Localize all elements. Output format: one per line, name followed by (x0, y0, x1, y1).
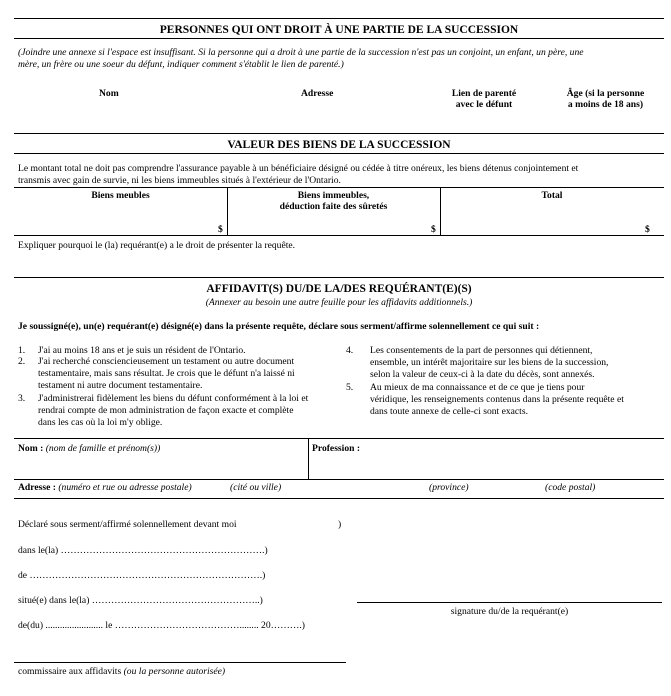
jurat-de-field[interactable]: de ……………………………………………………………….) (18, 570, 266, 581)
commissioner-label (18, 666, 225, 677)
affidavit-item-2-text: J'ai recherché consciencieusement un testament ou autre document (38, 356, 295, 367)
estate-intro-line-2: transmis avec gain de survie, ni les biens immeubles situés à l'extérieur de l'Ontario. (18, 175, 341, 186)
currency-symbol-real-estate: $ (431, 224, 436, 235)
column-header-age (558, 88, 653, 110)
section-title-affidavit: AFFIDAVIT(S) DU/DE LA/DES REQUÉRANT(E)(S) (206, 283, 472, 295)
column-header-address: Adresse (301, 88, 334, 99)
field-rule (14, 479, 664, 480)
signature-label: signature du/de la requérant(e) (450, 606, 569, 617)
name-label: Nom : (18, 443, 44, 454)
address-hint: (numéro et rue ou adresse postale) (58, 482, 192, 493)
jurat-date-field[interactable]: de(du) ........................ le …………………………………........ 20……….) (18, 620, 305, 631)
column-header-real-estate (227, 190, 440, 212)
section-rule (14, 153, 664, 154)
address-label: Adresse : (18, 482, 56, 493)
affidavit-item-3-text: dans les cas où la loi m'y oblige. (38, 417, 163, 428)
city-hint: (cité ou ville) (230, 482, 282, 493)
affidavit-item-2-number: 2. (18, 356, 26, 367)
column-header-name: Nom (99, 88, 119, 99)
commissioner-hint: (ou la personne autorisée) (123, 666, 226, 677)
province-hint: (province) (429, 482, 469, 493)
section-title-heirs: PERSONNES QUI ONT DROIT À UNE PARTIE DE LA SUCCESSION (159, 24, 519, 36)
affidavit-declaration: Je soussigné(e), un(e) requérant(e) désigné(e) dans la présente requête, déclare sous serment/affirme solennellement ce qui suit : (18, 321, 540, 332)
column-header-relationship (444, 88, 524, 110)
commissioner-line[interactable] (14, 662, 346, 663)
table-rule-top (14, 187, 664, 188)
jurat-declared: Déclaré sous serment/affirmé solennellement devant moi (18, 519, 237, 530)
age-line-1: Âge (si la personne (566, 88, 645, 99)
estate-intro-line-1: Le montant total ne doit pas comprendre l'assurance payable à un bénéficiaire désigné ou cédée à titre onéreux, les biens détenus conjointement et (18, 163, 579, 174)
column-header-total: Total (541, 190, 563, 201)
real-estate-line-2: déduction faite des sûretés (279, 201, 388, 213)
currency-symbol-total: $ (645, 224, 650, 235)
section-rule-top (14, 277, 664, 278)
explain-entitlement: Expliquer pourquoi le (la) requérant(e) a le droit de présenter la requête. (18, 240, 296, 251)
section-rule (14, 38, 664, 39)
commissioner-text: commissaire aux affidavits (18, 666, 122, 677)
affidavit-item-5-text: véridique, les renseignements contenus dans la présente requête et (370, 394, 624, 405)
affidavit-item-5-number: 5. (346, 382, 354, 393)
heirs-note-line-2: mère, un frère ou une soeur du défunt, indiquer comment s'établit le lien de parenté.) (18, 59, 344, 70)
address-field[interactable] (18, 482, 192, 493)
field-rule (14, 438, 664, 439)
jurat-situe-field[interactable]: situé(e) dans le(la) ……………………………………………..) (18, 595, 263, 606)
table-rule-bottom (14, 235, 664, 236)
affidavit-item-4-text: Les consentements de la part de personnes qui détiennent, (370, 345, 593, 356)
profession-field[interactable]: Profession : (312, 443, 361, 454)
name-hint: (nom de famille et prénom(s)) (45, 443, 161, 454)
affidavit-item-3-number: 3. (18, 393, 26, 404)
affidavit-item-3-text: rendrai compte de mon administration de façon exacte et complète (38, 405, 294, 416)
affidavit-item-2-text: testament ni autre document testamentaire. (38, 380, 203, 391)
real-estate-line-1: Biens immeubles, (297, 190, 370, 201)
heirs-note-line-1: (Joindre une annexe si l'espace est insuffisant. Si la personne qui a droit à une partie de la succession n'est pas un conjoint, un enfant, un père, une (18, 47, 584, 58)
currency-symbol-movables: $ (218, 224, 223, 235)
affidavit-item-4-text: selon la valeur de ceux-ci à la date du décès, sont annexés. (370, 369, 595, 380)
age-line-2: a moins de 18 ans) (567, 99, 644, 111)
jurat-dans-field[interactable]: dans le(la) ……………………………………………………….) (18, 545, 268, 556)
relationship-line-1: Lien de parenté (451, 88, 517, 99)
name-field[interactable] (18, 443, 160, 454)
field-divider (308, 438, 309, 479)
affidavit-item-1-text: J'ai au moins 18 ans et je suis un résident de l'Ontario. (38, 345, 246, 356)
section-rule-top (14, 18, 664, 19)
field-rule (14, 498, 664, 499)
jurat-paren: ) (338, 519, 342, 530)
relationship-line-2: avec le défunt (455, 99, 513, 111)
postal-code-hint: (code postal) (545, 482, 596, 493)
affidavit-item-5-text: dans toute annexe de celle-ci sont exacts. (370, 406, 528, 417)
affidavit-item-3-text: J'administrerai fidèlement les biens du défunt conformément à la loi et (38, 393, 309, 404)
affidavit-item-2-text: testamentaire, mais sans résultat. Je crois que le défunt n'a laissé ni (38, 368, 295, 379)
section-rule-top (14, 133, 664, 134)
affidavit-item-4-number: 4. (346, 345, 354, 356)
affidavit-subtitle: (Annexer au besoin une autre feuille pour les affidavits additionnels.) (205, 297, 473, 308)
affidavit-item-5-text: Au mieux de ma connaissance et de ce que je tiens pour (370, 382, 585, 393)
signature-line[interactable] (357, 602, 662, 603)
section-title-estate-value: VALEUR DES BIENS DE LA SUCCESSION (227, 139, 451, 151)
column-header-movables: Biens meubles (91, 190, 150, 201)
affidavit-item-1-number: 1. (18, 345, 26, 356)
affidavit-item-4-text: ensemble, un intérêt majoritaire sur les biens de la succession, (370, 357, 609, 368)
